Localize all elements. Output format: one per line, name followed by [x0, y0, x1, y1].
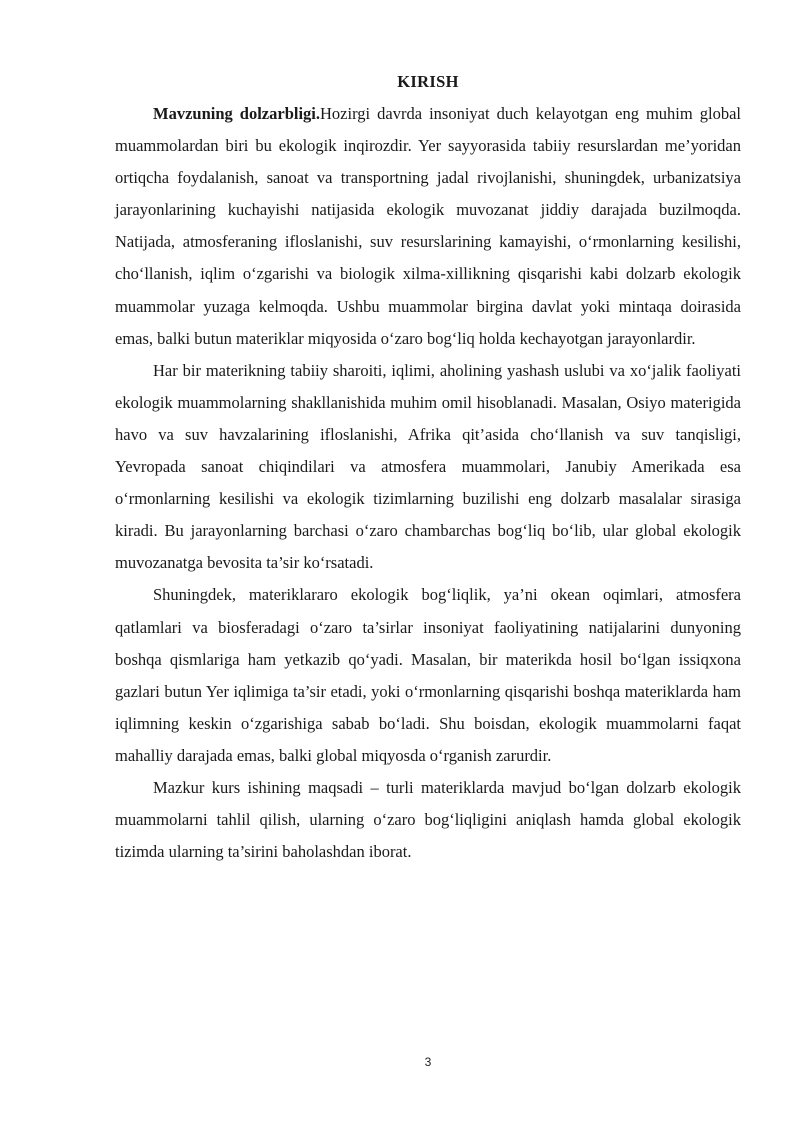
paragraph-body: Mazkur kurs ishining maqsadi – turli materiklarda mavjud bo‘lgan dolzarb ekologik muammolarni tahlil qilish, ularning o‘zaro bog‘liqligini aniqlash hamda global ekologik tizimda ularning ta’sirini baholashdan iborat. — [115, 777, 741, 862]
paragraph-interconnection — [115, 579, 741, 772]
paragraph-body: Hozirgi davrda insoniyat duch kelayotgan eng muhim global muammolardan biri bu ekologik inqirozdir. Yer sayyorasida tabiiy resurslardan me’yoridan ortiqcha foydalanish, sanoat va transportning jadal rivojlanishi, shuningdek, urbanizatsiya jarayonlarining kuchayishi natijasida ekologik muvozanat jiddiy darajada buzilmoqda. Natijada, atmosferaning ifloslanishi, suv resurslarining kamayishi, o‘rmonlarning kesilishi, cho‘llanish, iqlim o‘zgarishi va biologik xilma-xillikning qisqarishi kabi dolzarb ekologik muammolar yuzaga kelmoqda. Ushbu muammolar birgina davlat yoki mintaqa doirasida emas, balki butun materiklar miqyosida o‘zaro bog‘liq holda kechayotgan jarayonlardir. — [115, 104, 741, 348]
paragraph-body: Har bir materikning tabiiy sharoiti, iqlimi, aholining yashash uslubi va xo‘jalik faoliyati ekologik muammolarning shakllanishida muhim omil hisoblanadi. Masalan, Osiyo materigida havo va suv havzalarining ifloslanishi, Afrika qit’asida cho‘llanish va suv tanqisligi, Yevropada sanoat chiqindilari va atmosfera muammolari, Janubiy Amerikada esa o‘rmonlarning kesilishi va ekologik tizimlarning buzilishi eng dolzarb masalalar sirasiga kiradi. Bu jarayonlarning barchasi o‘zaro chambarchas bog‘liq bo‘lib, ular global ekologik muvozanatga bevosita ta’sir ko‘rsatadi. — [115, 360, 741, 573]
paragraph-lead-heading: Mavzuning dolzarbligi. — [153, 104, 321, 123]
page-number: 3 — [424, 1055, 432, 1069]
paragraph-continents — [115, 355, 741, 580]
document-page — [115, 72, 741, 868]
paragraph-body: Shuningdek, materiklararo ekologik bog‘liqlik, ya’ni okean oqimlari, atmosfera qatlamlari va biosferadagi o‘zaro ta’sirlar insoniyat faoliyatining natijalarini dunyoning boshqa qismlariga ham yetkazib qo‘yadi. Masalan, bir materikda hosil bo‘lgan issiqxona gazlari butun Yer iqlimiga ta’sir etadi, yoki o‘rmonlarning qisqarishi boshqa materiklarda ham iqlimning keskin o‘zgarishiga sabab bo‘ladi. Shu boisdan, ekologik muammolarni faqat mahalliy darajada emas, balki global miqyosda o‘rganish zarurdir. — [115, 585, 741, 765]
paragraph-relevance — [115, 98, 741, 355]
paragraph-purpose — [115, 772, 741, 868]
section-title: KIRISH — [397, 72, 459, 91]
